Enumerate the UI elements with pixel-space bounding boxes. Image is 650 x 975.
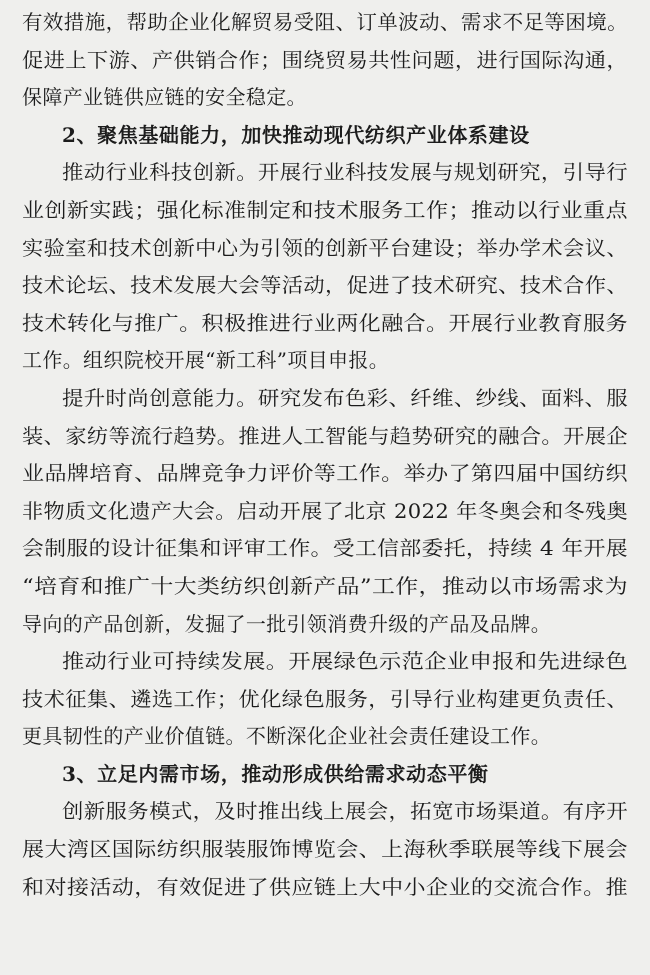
intro-line: 保障产业链供应链的安全稳定。 — [22, 85, 307, 110]
paragraph-line: 和对接活动，有效促进了供应链上大中小企业的交流合作。推 — [22, 874, 628, 899]
paragraph-line: 展大湾区国际纺织服装服饰博览会、上海秋季联展等线下展会 — [22, 837, 628, 862]
paragraph-line: 装、家纺等流行趋势。推进人工智能与趋势研究的融合。开展企 — [22, 423, 628, 448]
paragraph-line: 推动行业可持续发展。开展绿色示范企业申报和先进绿色 — [62, 649, 628, 674]
paragraph-line: 更具韧性的产业价值链。不断深化企业社会责任建设工作。 — [22, 724, 552, 749]
paragraph-line: 推动行业科技创新。开展行业科技发展与规划研究，引导行 — [62, 160, 628, 185]
paragraph-line: 提升时尚创意能力。研究发布色彩、纤维、纱线、面料、服 — [62, 385, 628, 410]
paragraph-line: 技术论坛、技术发展大会等活动，促进了技术研究、技术合作、 — [22, 273, 628, 298]
intro-line: 促进上下游、产供销合作；围绕贸易共性问题，进行国际沟通， — [22, 47, 628, 72]
paragraph-line: 实验室和技术创新中心为引领的创新平台建设；举办学术会议、 — [22, 235, 628, 260]
paragraph-line: 创新服务模式，及时推出线上展会，拓宽市场渠道。有序开 — [62, 799, 628, 824]
paragraph-line: 非物质文化遗产大会。启动开展了北京 2022 年冬奥会和冬残奥 — [22, 498, 628, 523]
intro-line: 有效措施，帮助企业化解贸易受阻、订单波动、需求不足等困境。 — [22, 10, 628, 34]
paragraph-line: 导向的产品创新，发掘了一批引领消费升级的产品及品牌。 — [22, 611, 552, 636]
paragraph-line: 技术转化与推广。积极推进行业两化融合。开展行业教育服务 — [22, 310, 628, 335]
paragraph-line: 业创新实践；强化标准制定和技术服务工作；推动以行业重点 — [22, 197, 628, 222]
paragraph-line: 业品牌培育、品牌竞争力评价等工作。举办了第四届中国纺织 — [22, 461, 628, 486]
section-2-heading: 2、聚焦基础能力，加快推动现代纺织产业体系建设 — [62, 122, 530, 147]
paragraph-line: 技术征集、遴选工作；优化绿色服务，引导行业构建更负责任、 — [22, 686, 628, 711]
paragraph-line: “培育和推广十大类纺织创新产品”工作，推动以市场需求为 — [22, 573, 628, 598]
section-3-heading: 3、立足内需市场，推动形成供给需求动态平衡 — [62, 761, 489, 786]
paragraph-line: 工作。组织院校开展“新工科”项目申报。 — [22, 348, 390, 373]
paragraph-line: 会制服的设计征集和评审工作。受工信部委托，持续 4 年开展 — [22, 536, 628, 561]
